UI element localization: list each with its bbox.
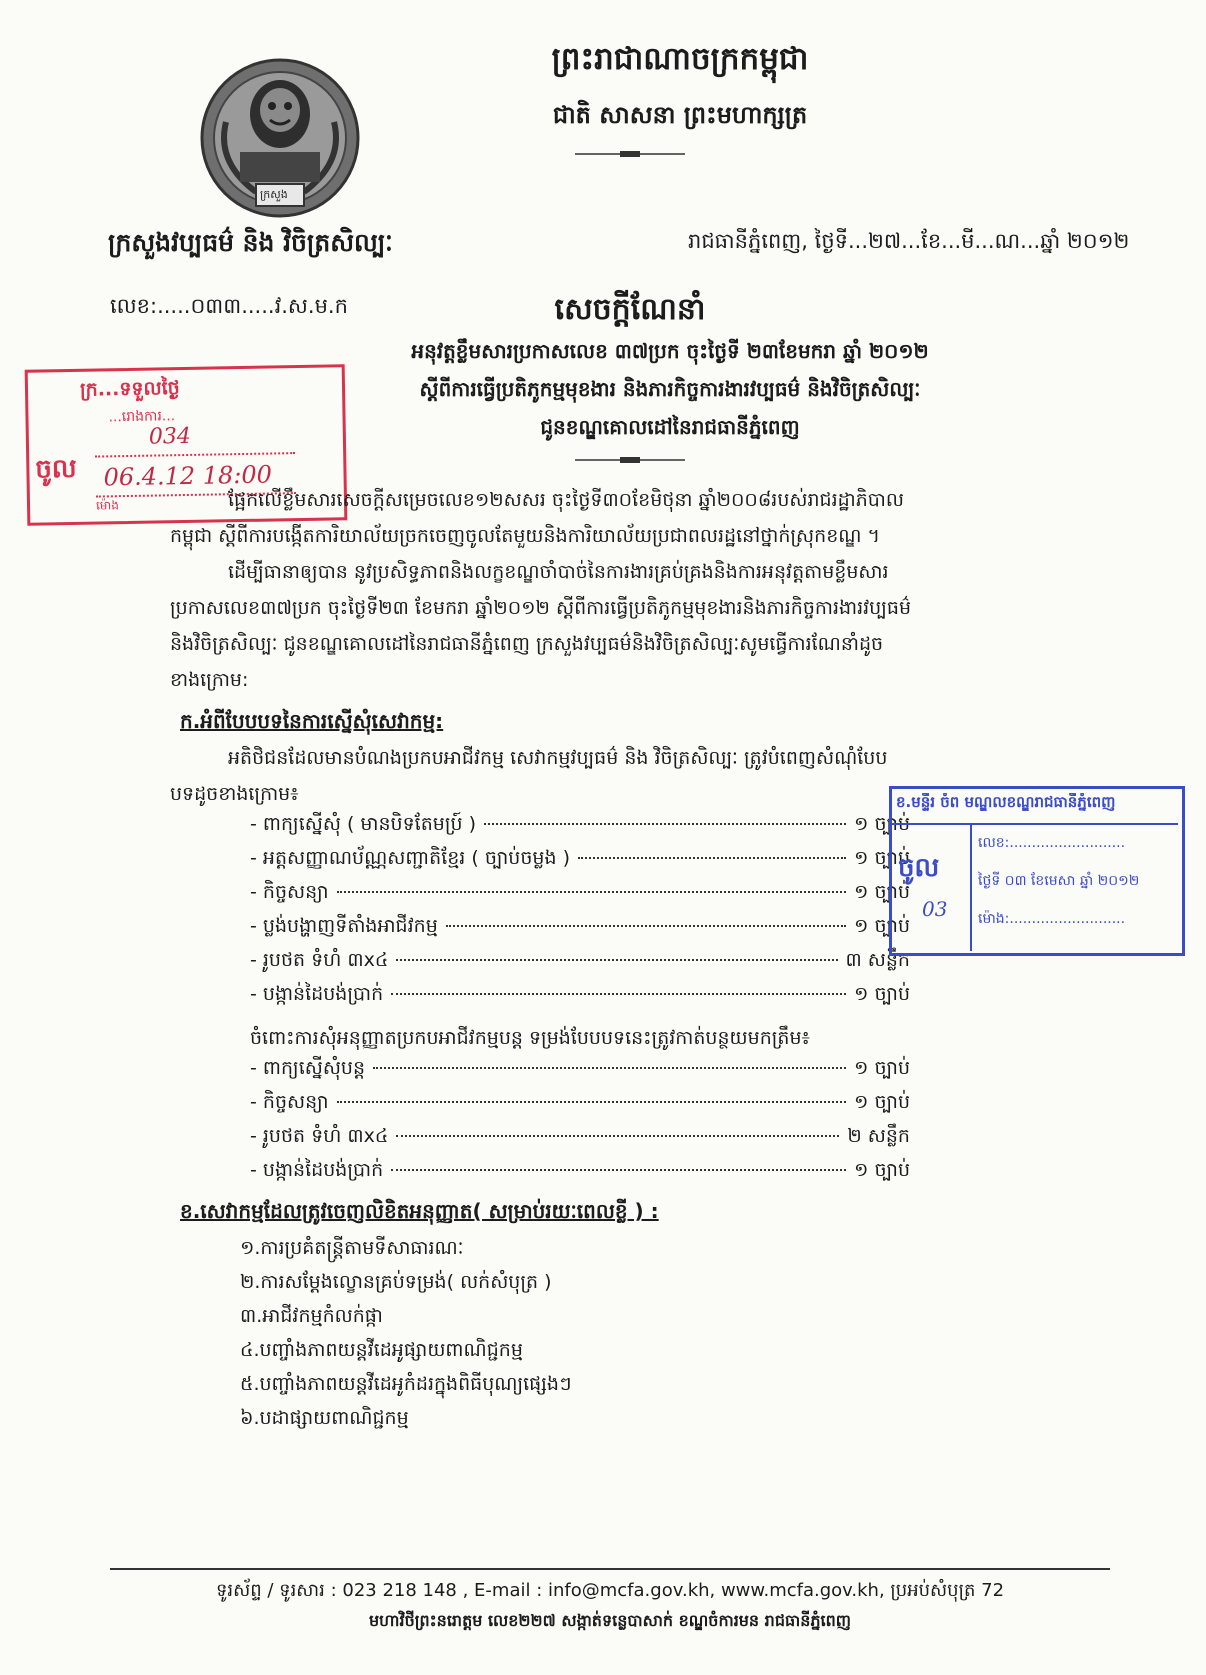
list-item: ៤.បញ្ចាំងភាពយន្តវីដេអូផ្សាយពាណិជ្ជកម្ម <box>240 1339 523 1361</box>
list-item: - រូបថត ទំហំ ៣x៤ ២ សន្លឹក <box>250 1125 910 1147</box>
ornament-divider-icon <box>575 456 685 464</box>
list-item: ៦.បដាផ្សាយពាណិជ្ជកម្ម <box>240 1407 409 1429</box>
paragraph-2-line-4: ខាងក្រោម: <box>170 669 249 691</box>
received-stamp-number: 034 <box>148 423 192 450</box>
services-list <box>240 1236 572 1440</box>
list-item: - រូបថត ទំហំ ៣x៤ ៣ សន្លឹក <box>250 949 910 971</box>
required-documents-list <box>250 812 910 1016</box>
renewal-documents-list <box>250 1056 910 1192</box>
reference-number: លេខ:.....០៣៣.....វ.ស.ម.ក <box>110 294 348 318</box>
section-a-intro-line-2: បទដូចខាងក្រោម៖ <box>170 783 299 805</box>
date-line: រាជធានីភ្នំពេញ, ថ្ងៃទី...២៧...ខែ...មី...ណ...ឆ្នាំ ២០១២ <box>688 229 1130 253</box>
document-title: សេចក្តីណែនាំ <box>554 292 706 327</box>
incoming-stamp-time: ម៉ោង:.......................... <box>978 911 1126 927</box>
list-item: - កិច្ចសន្យា ១ ច្បាប់ <box>250 881 910 903</box>
list-item: - ពាក្យស្នើសុំ ( មានបិទតែមប្រ៍ ) ១ ច្បាប់ <box>250 813 910 835</box>
footer-address: មហាវិថីព្រះនរោត្តម លេខ២២៧ សង្កាត់ទន្លេបាសាក់ ខណ្ឌចំការមន រាជធានីភ្នំពេញ <box>369 1611 851 1630</box>
incoming-stamp-number: លេខ:.......................... <box>978 835 1126 851</box>
paragraph-2-line-2: ប្រកាសលេខ៣៧ប្រក ចុះថ្ងៃទី២៣ ខែមករា ឆ្នាំ២០១២ ស្តីពីការធ្វើប្រតិភូកម្មមុខងារនិងភារកិច្ចការងារវប្បធម៌ <box>170 597 912 619</box>
incoming-stamp-date: ថ្ងៃទី ០៣ ខែមេសា ឆ្នាំ ២០១២ <box>978 873 1140 889</box>
subtitle-line-3: ជូនខណ្ឌគោលដៅនៃរាជធានីភ្នំពេញ <box>540 415 800 439</box>
list-item: ៣.អាជីវកម្មកំលក់ផ្កា <box>240 1305 383 1327</box>
paragraph-2-line-1: ដើម្បីធានាឲ្យបាន នូវប្រសិទ្ធភាពនិងលក្ខខណ្ឌចាំបាច់នៃការងារគ្រប់គ្រងនិងការអនុវត្តតាមខ្លឹមសារ <box>228 561 889 583</box>
list-item: - ប្លង់បង្ហាញទីតាំងអាជីវកម្ម ១ ច្បាប់ <box>250 915 910 937</box>
renewal-intro: ចំពោះការសុំអនុញ្ញាតប្រកបអាជីវកម្មបន្ត ទម្រង់បែបបទនេះត្រូវកាត់បន្ថយមកត្រឹម៖ <box>250 1027 810 1049</box>
subtitle-line-1: អនុវត្តខ្លឹមសារប្រកាសលេខ ៣៧ប្រក ចុះថ្ងៃទី ២៣ខែមករា ឆ្នាំ ២០១២ <box>411 339 929 363</box>
list-item: ១.ការប្រគំតន្ត្រីតាមទីសាធារណៈ <box>240 1237 464 1259</box>
incoming-stamp <box>889 786 1185 956</box>
ministry-name: ក្រសួងវប្បធម៌ និង វិចិត្រសិល្បៈ <box>108 228 393 257</box>
received-stamp-date: 06.4.12 18:00 <box>103 460 273 492</box>
incoming-stamp-title: ខ.មន្ទីរ ចំព មណ្ឌលខណ្ឌរាជធានីភ្នំពេញ <box>896 793 1116 811</box>
footer-contact: ទូរស័ព្ទ / ទូរសារ : 023 218 148 , E-mail : info@mcfa.gov.kh, www.mcfa.gov.kh, ប្រអប់សំបុត្រ 72 <box>215 1580 1005 1601</box>
section-a-intro-line-1: អតិថិជនដែលមានបំណងប្រកបអាជីវកម្ម សេវាកម្មវប្បធម៌ និង វិចិត្រសិល្បៈ ត្រូវបំពេញសំណុំបែប <box>228 747 888 769</box>
received-stamp-time-label: ម៉ោង <box>95 498 120 513</box>
received-stamp-subtitle: ...រោងការ... <box>108 408 176 426</box>
section-b-heading: ខ.សេវាកម្មដែលត្រូវចេញលិខិតអនុញ្ញាត( សម្រាប់រយៈពេលខ្លី ) : <box>180 1199 659 1223</box>
incoming-stamp-handwritten: 03 <box>922 897 948 921</box>
emblem-ribbon-text: ក្រសួង <box>260 188 288 201</box>
subtitle-line-2: ស្តីពីការធ្វើប្រតិភូកម្មមុខងារ និងភារកិច្ចការងារវប្បធម៌ និងវិចិត្រសិល្បៈ <box>419 377 921 401</box>
list-item: ៥.បញ្ចាំងភាពយន្តវីដេអូកំដរក្នុងពិធីបុណ្យផ្សេងៗ <box>240 1373 572 1395</box>
ornament-divider-icon <box>575 150 685 158</box>
list-item: - ពាក្យស្នើសុំបន្ត ១ ច្បាប់ <box>250 1057 910 1079</box>
received-stamp-side: ចូល <box>35 453 77 485</box>
list-item: - បង្កាន់ដៃបង់ប្រាក់ ១ ច្បាប់ <box>250 983 910 1005</box>
footer-divider <box>110 1568 1110 1570</box>
list-item: - កិច្ចសន្យា ១ ច្បាប់ <box>250 1091 910 1113</box>
list-item: ២.ការសម្តែងល្ខោនគ្រប់ទម្រង់( លក់សំបុត្រ ) <box>240 1271 552 1293</box>
ministry-emblem <box>196 52 364 224</box>
list-item: - បង្កាន់ដៃបង់ប្រាក់ ១ ច្បាប់ <box>250 1159 910 1181</box>
incoming-stamp-side: ចូល <box>898 853 940 883</box>
national-motto: ជាតិ សាសនា ព្រះមហាក្សត្រ <box>552 101 808 129</box>
paragraph-1-line-2: កម្ពុជា ស្តីពីការបង្កើតការិយាល័យច្រកចេញចូលតែមួយនិងការិយាល័យប្រជាពលរដ្ឋនៅថ្នាក់ស្រុកខណ្ឌ ។ <box>170 525 881 547</box>
kingdom-heading: ព្រះរាជាណាចក្រកម្ពុជា <box>551 41 809 77</box>
received-stamp-title: ក្រ...ទទួលថ្ងៃ <box>79 377 180 401</box>
list-item: - អត្តសញ្ញាណប័ណ្ណសញ្ជាតិខ្មែរ ( ច្បាប់ចម្លង ) ១ ច្បាប់ <box>250 847 910 869</box>
section-a-heading: ក.អំពីបែបបទនៃការស្នើសុំសេវាកម្ម: <box>180 709 444 733</box>
paragraph-2-line-3: និងវិចិត្រសិល្បៈ ជូនខណ្ឌគោលដៅនៃរាជធានីភ្នំពេញ ក្រសួងវប្បធម៌និងវិចិត្រសិល្បៈសូមធ្វើការណែនាំដូច <box>170 633 884 655</box>
paragraph-1-line-1: ផ្អែកលើខ្លឹមសារសេចក្តីសម្រេចលេខ១២សសរ ចុះថ្ងៃទី៣០ខែមិថុនា ឆ្នាំ២០០៨របស់រាជរដ្ឋាភិបាល <box>228 489 904 511</box>
